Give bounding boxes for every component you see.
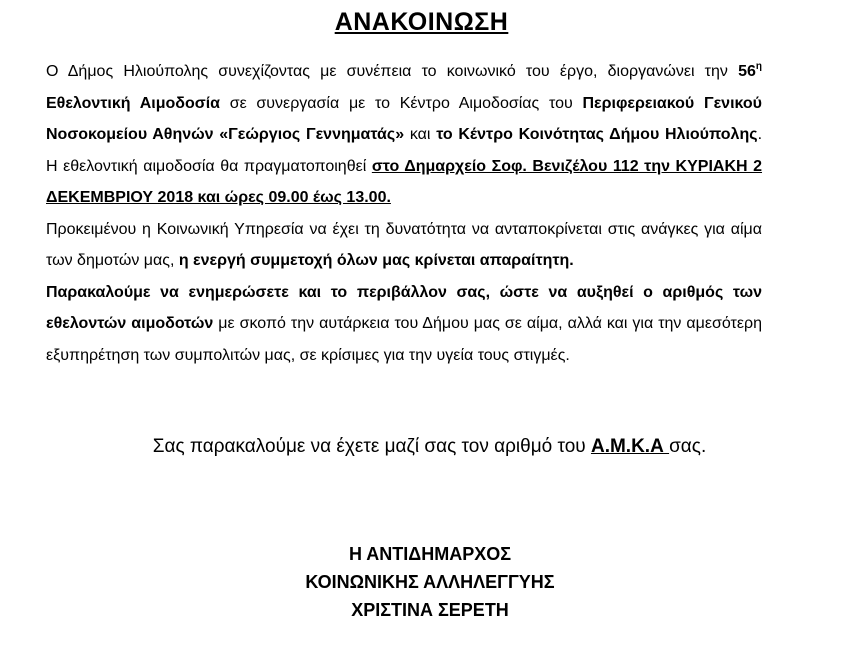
p2-participation-note: η ενεργή συμμετοχή όλων μας κρίνεται απαραίτητη. [178, 252, 574, 269]
p1-edition-number: 56 [738, 63, 756, 80]
announcement-body [46, 56, 762, 371]
paragraph-social-service [46, 214, 762, 277]
p1-ordinal-suffix: η [755, 61, 762, 72]
signature-name: ΧΡΙΣΤΙΝΑ ΣΕΡΕΤΗ [351, 600, 509, 620]
signature-department: ΚΟΙΝΩΝΙΚΗΣ ΑΛΛΗΛΕΓΓΥΗΣ [305, 572, 555, 592]
p1-text-1: Ο Δήμος Ηλιούπολης συνεχίζοντας με συνέπεια το κοινωνικό του έργο, διοργανώνει την [46, 63, 739, 80]
p1-hospital-name: Περιφερειακού Γενικού Νοσοκομείου Αθηνών «Γεώργιος Γεννηματάς» [46, 94, 762, 143]
signature-role: Η ΑΝΤΙΔΗΜΑΡΧΟΣ [348, 544, 512, 564]
p2-text-1: Προκειμένου η Κοινωνική Υπηρεσία να έχει τη δυνατότητα να ανταποκρίνεται στις ανάγκες για αίμα των δημοτών μας, [46, 220, 762, 269]
paragraph-inform-others [46, 277, 762, 372]
p3-request: Παρακαλούμε να ενημερώσετε και το περιβάλλον σας, ώστε να αυξηθεί ο αριθμός των εθελοντών αιμοδοτών [46, 283, 762, 332]
amka-label: Α.Μ.Κ.Α [590, 436, 670, 457]
announcement-title: ΑΝΑΚΟΙΝΩΣΗ [334, 8, 509, 36]
paragraph-blood-drive-details [46, 56, 762, 214]
amka-text-2: σας. [669, 436, 707, 457]
p1-text-3: και [404, 126, 437, 143]
signature-block [230, 540, 630, 624]
p1-text-4: . Η εθελοντική αιμοδοσία θα πραγματοποιηθεί [46, 126, 763, 175]
p1-event-name: Εθελοντική Αιμοδοσία [46, 94, 220, 112]
amka-reminder [0, 436, 843, 458]
p1-community-center: το Κέντρο Κοινότητας Δήμου Ηλιούπολης [436, 126, 758, 143]
amka-text-1: Σας παρακαλούμε να έχετε μαζί σας τον αριθμό του [152, 436, 591, 457]
p1-venue-date-time: στο Δημαρχείο Σοφ. Βενιζέλου 112 την ΚΥΡΙΑΚΗ 2 ΔΕΚΕΜΒΡΙΟΥ 2018 και ώρες 09.00 έως 13.00. [46, 157, 763, 206]
p1-text-2: σε συνεργασία με το Κέντρο Αιμοδοσίας του [219, 94, 583, 112]
p3-text-1: με σκοπό την αυτάρκεια του Δήμου μας σε αίμα, αλλά και για την αμεσότερη εξυπηρέτηση των συμπολιτών μας, σε κρίσιμες για την υγεία τους στιγμές. [46, 315, 763, 364]
